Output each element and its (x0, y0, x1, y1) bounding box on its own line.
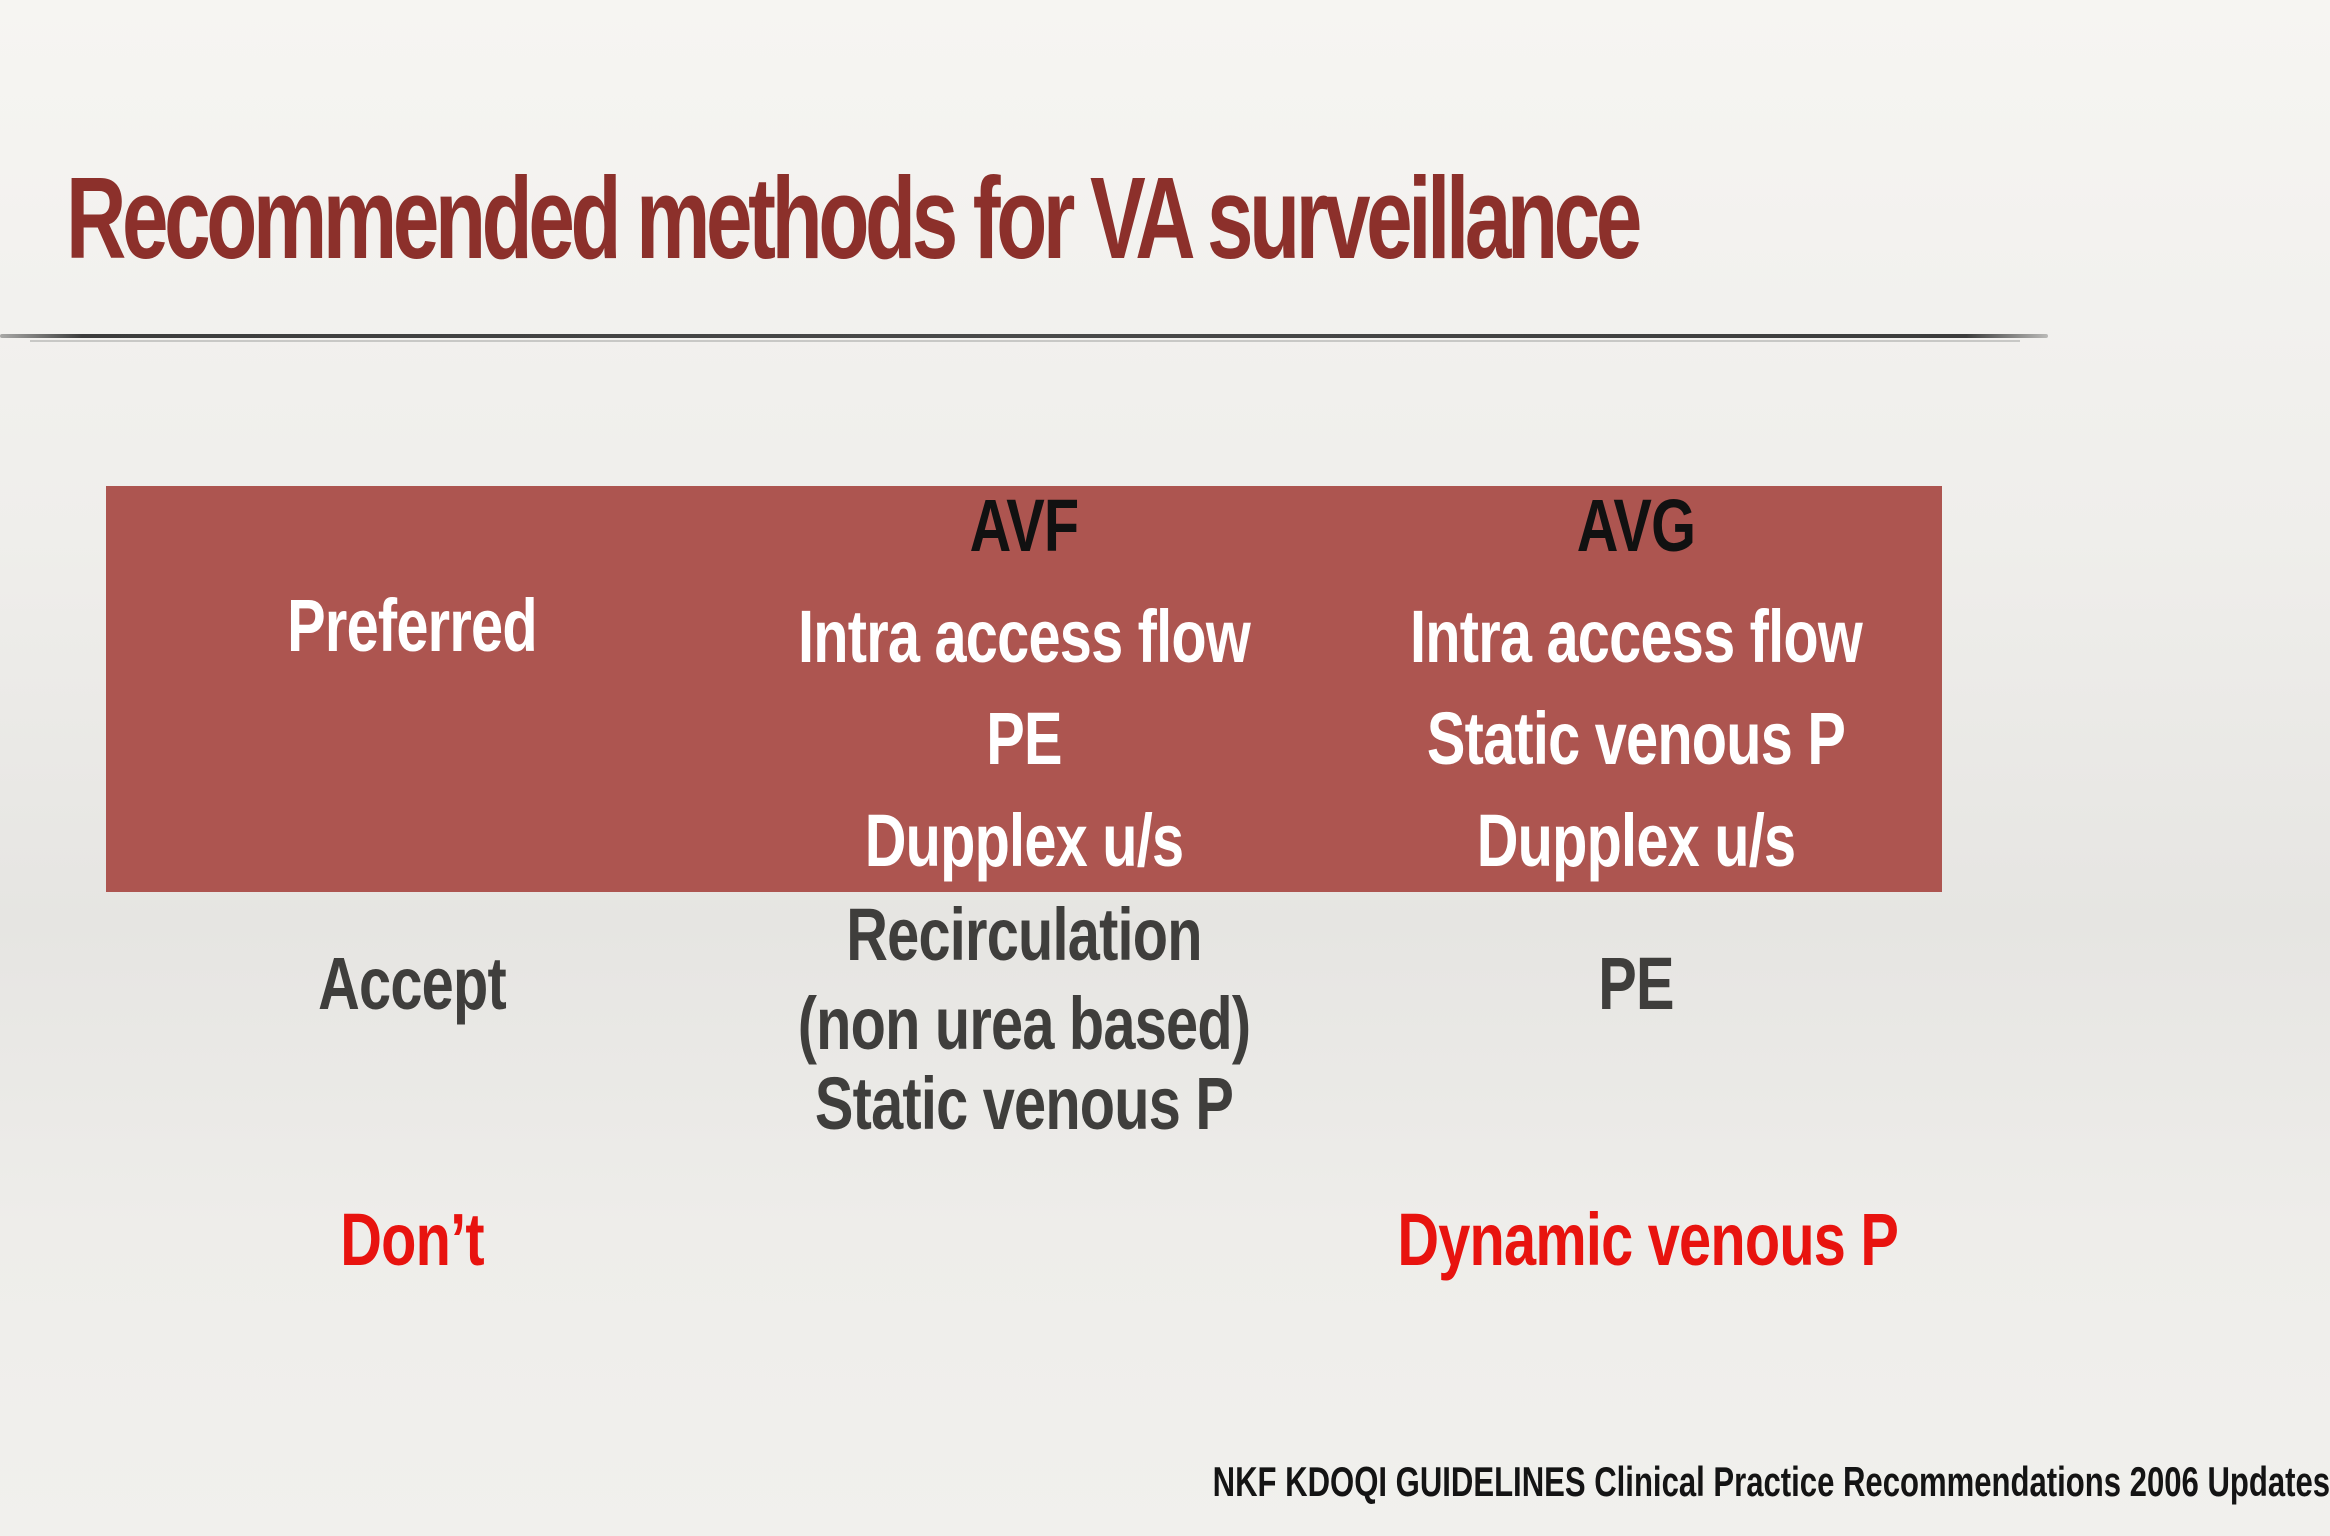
accept-avf-item: Recirculation (846, 893, 1202, 976)
dont-avg-item: Dynamic venous P (1397, 1198, 1899, 1281)
accept-avf-cell (718, 892, 1330, 1144)
preferred-avf-cell (718, 586, 1330, 892)
row-label-dont-text: Don’t (340, 1198, 484, 1281)
accept-avg-item: PE (1598, 942, 1674, 1025)
accept-avg-cell (1330, 944, 1942, 1024)
dont-avg-cell (1330, 1200, 1942, 1280)
column-header-avf (718, 486, 1330, 566)
citation-text: NKF KDOQI GUIDELINES Clinical Practice Recommendations 2006 Updates (1212, 1458, 2330, 1505)
accept-avf-item: (non urea based) (797, 982, 1251, 1065)
slide-title: Recommended methods for VA surveillance (66, 153, 1638, 283)
title-divider-shadow (30, 340, 2020, 342)
preferred-avg-cell (1330, 586, 1942, 892)
preferred-avg-item: Static venous P (1426, 697, 1846, 780)
preferred-avg-item: Intra access flow (1410, 595, 1862, 678)
column-header-avg-label: AVG (1576, 484, 1696, 567)
column-header-avf-label: AVF (969, 484, 1079, 567)
row-label-preferred-text: Preferred (287, 584, 537, 667)
preferred-avf-item: PE (986, 697, 1062, 780)
row-label-preferred (106, 586, 718, 666)
row-label-accept (106, 944, 718, 1024)
row-label-accept-text: Accept (318, 942, 506, 1025)
citation (820, 1454, 2330, 1510)
preferred-avf-item: Dupplex u/s (864, 799, 1184, 882)
preferred-avg-item: Dupplex u/s (1476, 799, 1796, 882)
preferred-avf-item: Intra access flow (798, 595, 1250, 678)
column-header-avg (1330, 486, 1942, 566)
accept-avf-item: Static venous P (814, 1062, 1234, 1145)
title-divider (0, 334, 2048, 338)
row-label-dont (106, 1200, 718, 1280)
